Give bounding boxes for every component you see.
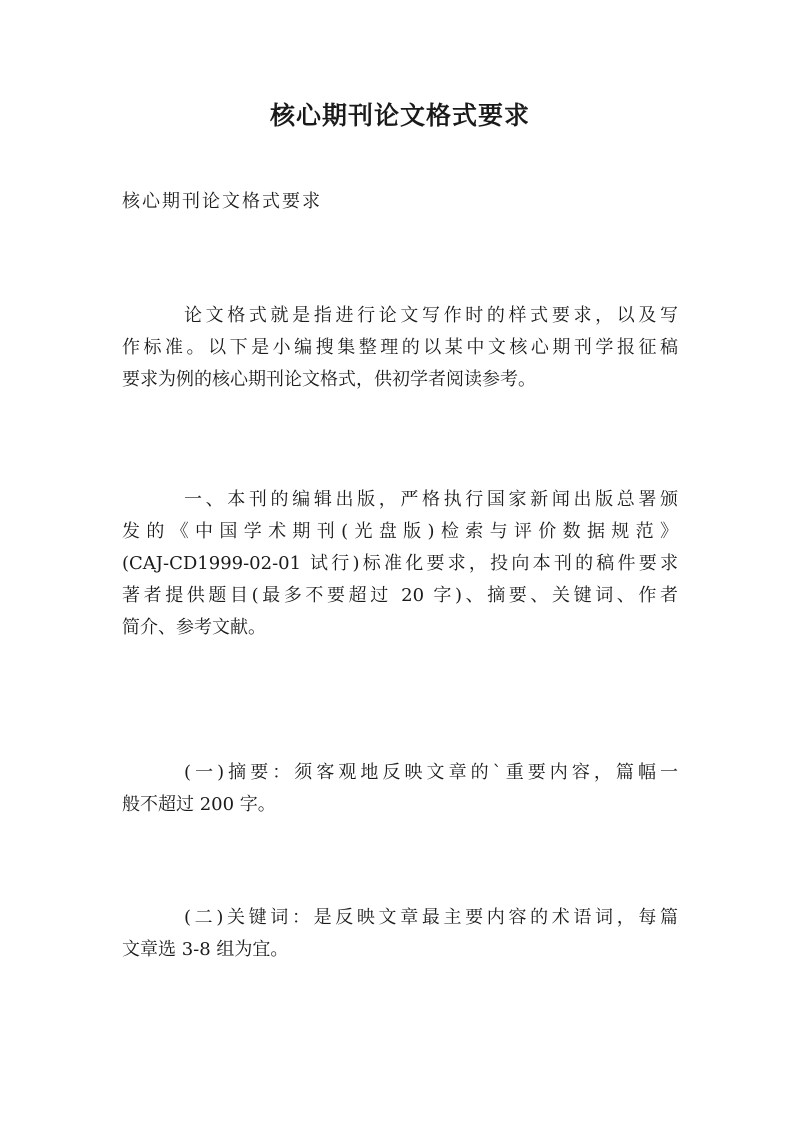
paragraph-line: (二)关键词：是反映文章最主要内容的术语词，每篇 [184,907,678,928]
paragraph-line: 文章选 3-8 组为宜。 [122,939,289,960]
paragraph-line: (CAJ-CD1999-02-01 试行)标准化要求，投向本刊的稿件要求 [122,553,678,574]
paragraph-line: 作标准。以下是小编搜集整理的以某中文核心期刊学报征稿 [122,337,678,358]
paragraph-line: 著者提供题目(最多不要超过 20 字)、摘要、关键词、作者 [122,585,678,606]
paragraph-abstract [122,757,678,821]
paragraph-line: 简介、参考文献。 [122,617,266,638]
paragraph-line: 般不超过 200 字。 [122,794,276,815]
paragraph-line: 发的《中国学术期刊(光盘版)检索与评价数据规范》 [122,521,678,542]
paragraph-line: (一)摘要：须客观地反映文章的`重要内容，篇幅一 [184,762,678,783]
document-subtitle: 核心期刊论文格式要求 [122,191,322,212]
paragraph-intro [122,300,678,396]
paragraph-section-1 [122,484,678,644]
paragraph-keywords [122,902,678,966]
document-title: 核心期刊论文格式要求 [269,101,530,130]
paragraph-line: 要求为例的核心期刊论文格式，供初学者阅读参考。 [122,369,536,390]
paragraph-line: 论文格式就是指进行论文写作时的样式要求，以及写 [184,305,678,326]
paragraph-line: 一、本刊的编辑出版，严格执行国家新闻出版总署颁 [184,489,678,510]
